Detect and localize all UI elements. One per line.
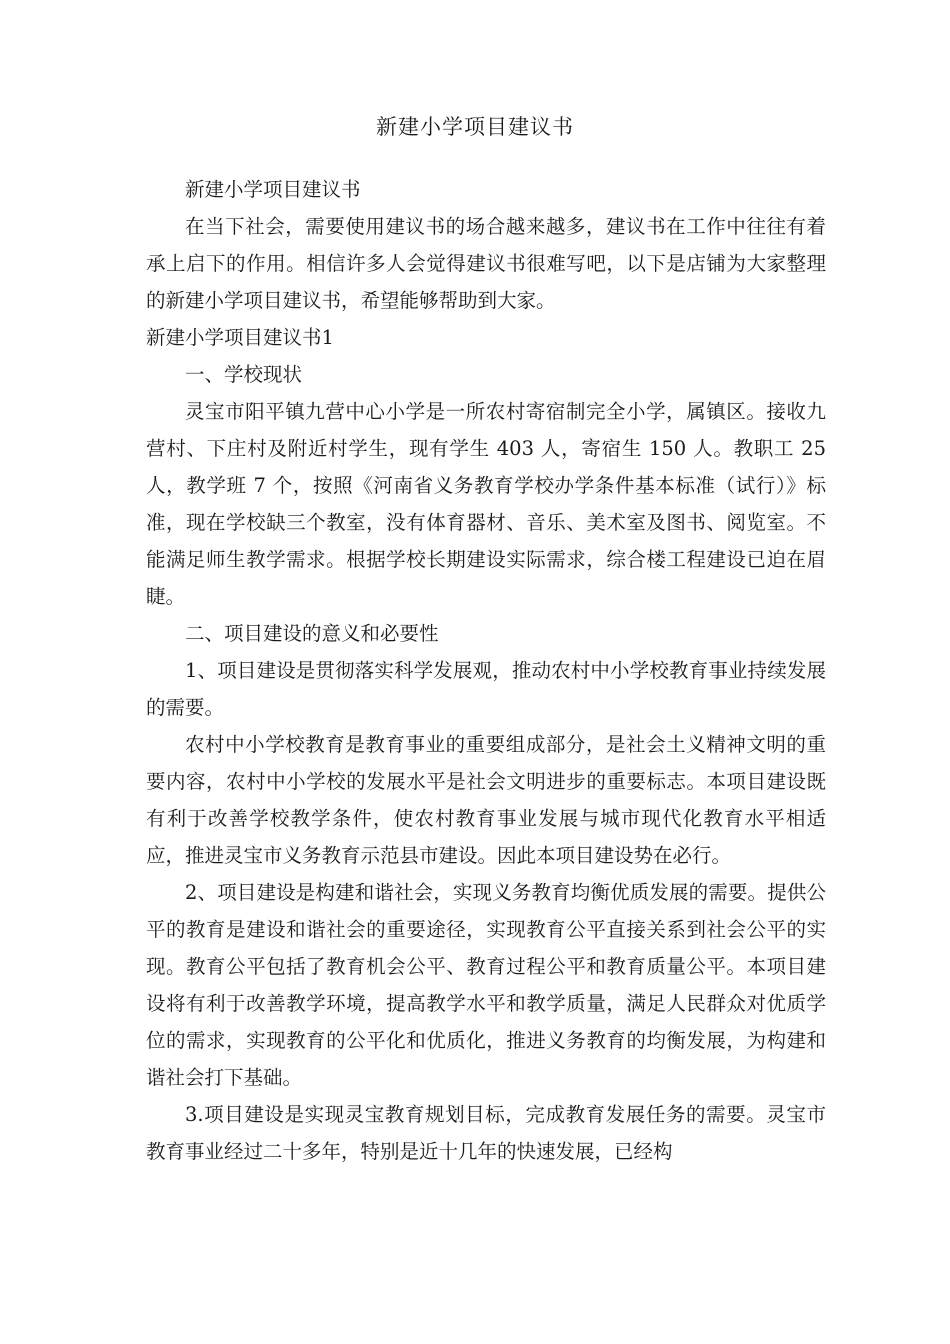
document-body bbox=[146, 171, 826, 1170]
document-title: 新建小学项目建议书 bbox=[376, 115, 574, 139]
heading-significance: 二、项目建设的意义和必要性 bbox=[185, 622, 439, 645]
paragraph-school-status: 灵宝市阳平镇九营中心小学是一所农村寄宿制完全小学，属镇区。接收九营村、下庄村及附近村学生，现有学生 403 人，寄宿生 150 人。教职工 25 人，教学班 7 个，按照《河南省义务教育学校办学条件基本标准（试行）》标准，现在学校缺三个教室，没有体育器材、音乐、美术室及图书、阅览室。不能满足师生教学需求。根据学校长期建设实际需求，综合楼工程建设已迫在眉睫。 bbox=[146, 400, 826, 608]
paragraph-point-3: 3.项目建设是实现灵宝教育规划目标，完成教育发展任务的需要。灵宝市教育事业经过二十多年，特别是近十几年的快速发展，已经构 bbox=[146, 1103, 826, 1163]
heading-school-status: 一、学校现状 bbox=[185, 363, 303, 386]
paragraph-point-1: 1、项目建设是贯彻落实科学发展观，推动农村中小学校教育事业持续发展的需要。 bbox=[146, 659, 826, 719]
paragraph-rural-education: 农村中小学校教育是教育事业的重要组成部分，是社会土义精神文明的重要内容，农村中小学校的发展水平是社会文明进步的重要标志。本项目建设既有利于改善学校教学条件，使农村教育事业发展与城市现代化教育水平相适应，推进灵宝市义务教育示范县市建设。因此本项目建设势在必行。 bbox=[146, 733, 826, 867]
section-heading-1: 新建小学项目建议书1 bbox=[146, 326, 334, 349]
paragraph-subtitle: 新建小学项目建议书 bbox=[185, 178, 361, 201]
paragraph-intro: 在当下社会，需要使用建议书的场合越来越多，建议书在工作中往往有着承上启下的作用。相信许多人会觉得建议书很难写吧，以下是店铺为大家整理的新建小学项目建议书，希望能够帮助到大家。 bbox=[146, 215, 826, 312]
paragraph-point-2: 2、项目建设是构建和谐社会，实现义务教育均衡优质发展的需要。提供公平的教育是建设和谐社会的重要途径，实现教育公平直接关系到社会公平的实现。教育公平包括了教育机会公平、教育过程公平和教育质量公平。本项目建设将有利于改善教学环境，提高教学水平和教学质量，满足人民群众对优质学位的需求，实现教育的公平化和优质化，推进义务教育的均衡发展，为构建和谐社会打下基础。 bbox=[146, 881, 826, 1089]
